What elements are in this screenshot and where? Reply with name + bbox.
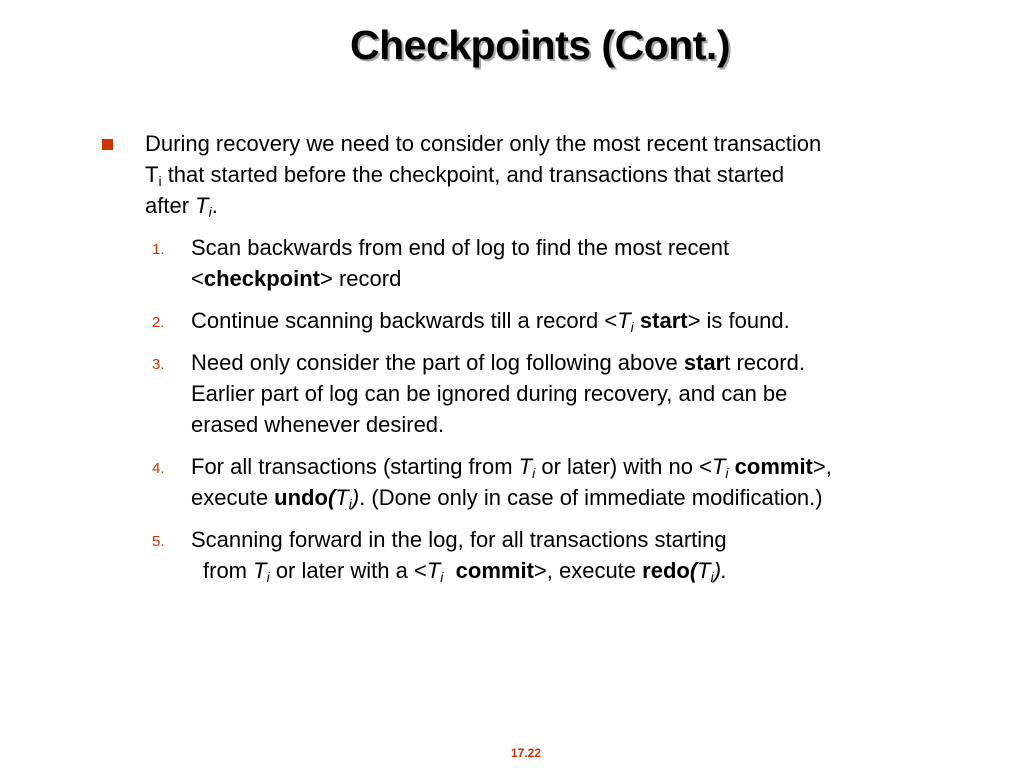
transaction-var: T bbox=[145, 162, 159, 187]
transaction-var: T bbox=[426, 558, 441, 583]
start-keyword: start bbox=[639, 308, 688, 333]
step-number: 3. bbox=[152, 356, 165, 373]
transaction-var: T bbox=[335, 485, 349, 510]
start-keyword: star bbox=[683, 350, 725, 375]
main-bullet-line-1: During recovery we need to consider only the most recent transaction bbox=[145, 131, 822, 156]
step-1: 1. Scan backwards from end of log to find the most recent <checkpoint> record bbox=[152, 235, 730, 291]
step-3: 3. Need only consider the part of log following above start record. Earlier part of log can be ignored during recovery, and can be erased whenever desired. bbox=[152, 350, 805, 437]
main-bullet bbox=[102, 128, 982, 221]
step-2: 2. Continue scanning backwards till a record $<T_i$ start> is found. bbox=[152, 305, 952, 336]
step-4: 4. For all transactions (starting from $T_i$ or later) with no $<T_i$ commit>, execute $undo(T_i)$. (Done only in case of immediate modification.) bbox=[152, 454, 832, 512]
slide-title: Checkpoints (Cont.) bbox=[350, 22, 730, 68]
commit-keyword: commit bbox=[734, 454, 813, 479]
undo-keyword: undo bbox=[274, 485, 328, 510]
transaction-subscript: i bbox=[532, 465, 536, 481]
main-bullet-line-3: after $T_i$. bbox=[145, 193, 218, 220]
transaction-subscript: i bbox=[158, 173, 162, 189]
step-5: 5. Scanning forward in the log, for all transactions starting from $T_i$ or later with $a <T_i$ commit>, execute $redo(T_i)$. bbox=[152, 527, 728, 585]
step-number: 2. bbox=[152, 314, 165, 331]
transaction-subscript: i bbox=[348, 496, 352, 512]
transaction-var: T bbox=[253, 558, 267, 583]
transaction-subscript: i bbox=[725, 465, 729, 481]
checkpoint-keyword: checkpoint bbox=[203, 266, 320, 291]
transaction-subscript: i bbox=[208, 204, 212, 220]
numbered-steps bbox=[152, 232, 952, 597]
redo-keyword: redo bbox=[642, 558, 690, 583]
page-number: 17.22 bbox=[510, 746, 542, 760]
transaction-var: T bbox=[697, 558, 711, 583]
commit-keyword: commit bbox=[455, 558, 534, 583]
main-bullet-text bbox=[145, 128, 982, 221]
transaction-var: T bbox=[711, 454, 726, 479]
transaction-var: T bbox=[518, 454, 533, 479]
square-bullet-icon bbox=[102, 139, 113, 150]
transaction-subscript: i bbox=[440, 569, 444, 585]
step-number: 1. bbox=[152, 241, 165, 258]
transaction-var: T bbox=[617, 308, 631, 333]
transaction-subscript: i bbox=[710, 569, 714, 585]
transaction-subscript: i bbox=[630, 319, 634, 335]
main-bullet-line-2: $T_i$ that started before the checkpoint, and transactions that started bbox=[145, 162, 785, 189]
step-number: 4. bbox=[152, 460, 165, 477]
transaction-var: T bbox=[195, 193, 209, 218]
step-number: 5. bbox=[152, 533, 165, 550]
transaction-subscript: i bbox=[266, 569, 270, 585]
